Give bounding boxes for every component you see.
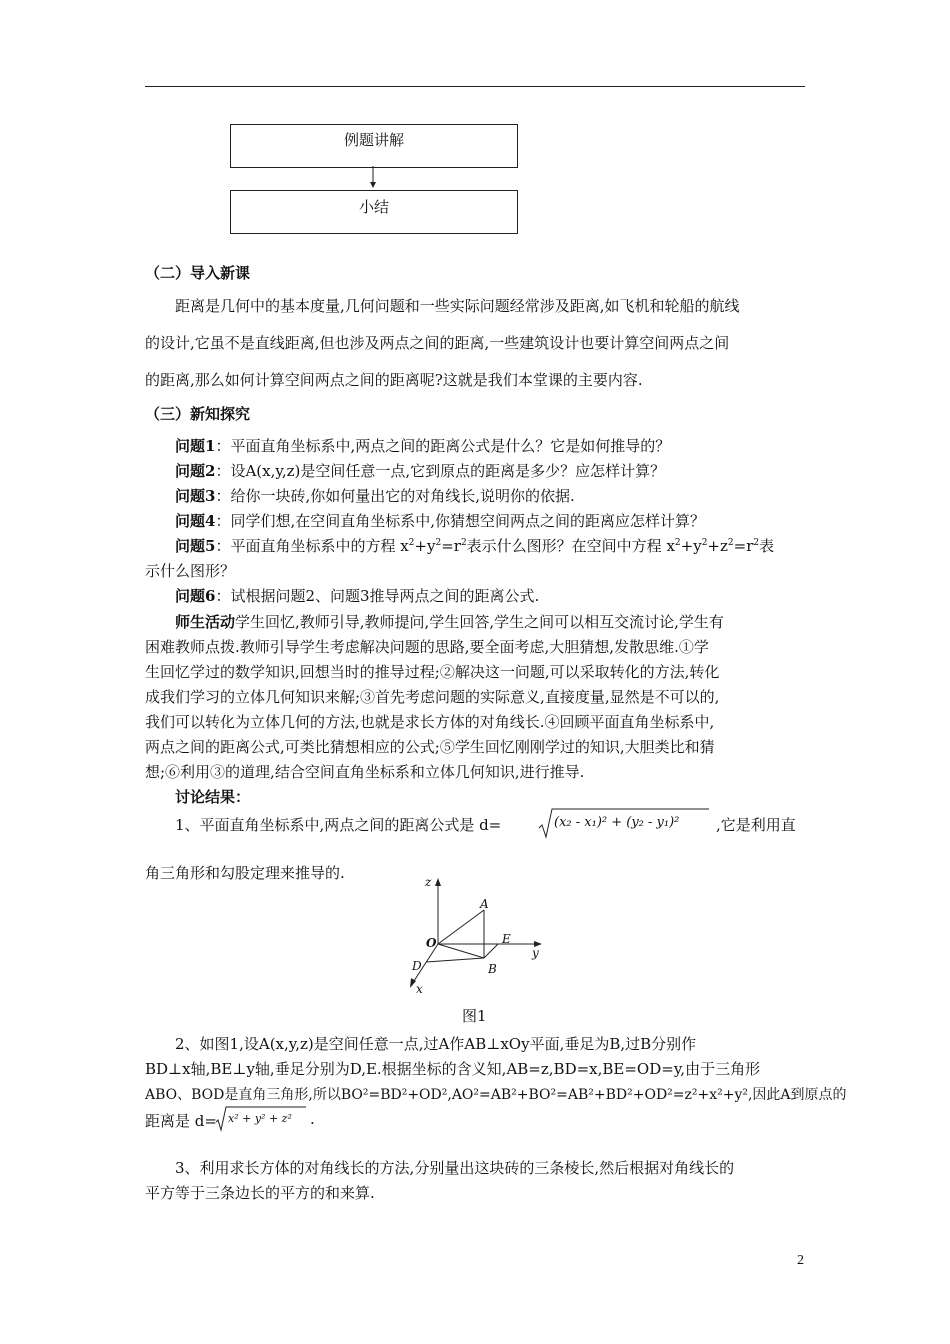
figure-1-caption: 图1 (462, 1007, 487, 1025)
distance-formula-2d (538, 806, 710, 840)
question-4-label: 问题4 (175, 512, 216, 530)
header-rule (145, 86, 805, 87)
activity-line-2: 困难教师点拨.教师引导学生考虑解决问题的思路,要全面考虑,大胆猜想,发散思维.①学 (145, 638, 709, 656)
distance-formula-2d-body: (x₂ - x₁)² + (y₂ - y₁)² (554, 815, 680, 830)
results-label: 讨论结果： (175, 788, 251, 806)
segment-eb (484, 944, 498, 958)
figure-label-y: y (532, 946, 539, 960)
flow-arrow (366, 166, 380, 190)
figure-label-a: A (480, 897, 489, 911)
figure-label-e: E (502, 932, 511, 946)
activity-line-5: 我们可以转化为立体几何的方法,也就是求长方体的对角线长.④回顾平面直角坐标系中, (145, 713, 715, 731)
question-2 (175, 460, 665, 481)
result-2-line-3: ABO、BOD是直角三角形,所以BO²=BD²+OD²,AO²=AB²+BO²=AB²+BD²+OD²=z²+x²+y²,因此A到原点的 (145, 1087, 847, 1103)
figure-label-o: O (426, 936, 437, 950)
segment-ob (438, 944, 484, 958)
figure-1-diagram (400, 872, 550, 998)
result-3-line-1: 3、利用求长方体的对角线长的方法,分别量出这块砖的三条棱长,然后根据对角线长的 (175, 1159, 735, 1177)
result-1-line-2: 角三角形和勾股定理来推导的. (145, 864, 345, 882)
activity-line-3: 生回忆学过的数学知识,回想当时的推导过程;②解决这一问题,可以采取转化的方法,转化 (145, 663, 720, 681)
question-1-text: ：平面直角坐标系中,两点之间的距离公式是什么？它是如何推导的？ (215, 437, 671, 455)
question-1-label: 问题1 (175, 437, 216, 455)
activity-line-7: 想;⑥利用③的道理,结合空间直角坐标系和立体几何知识,进行推导. (145, 763, 585, 781)
question-4 (175, 510, 705, 531)
intro-line-1: 距离是几何中的基本度量,几何问题和一些实际问题经常涉及距离,如飞机和轮船的航线 (175, 297, 740, 315)
figure-label-z: z (425, 875, 432, 889)
segment-oa (438, 910, 484, 944)
question-3-text: ：给你一块砖,你如何量出它的对角线长,说明你的依据. (215, 487, 575, 505)
question-5: 问题5：平面直角坐标系中的方程 $x^2+y^2=r^2$表示什么图形？在空间中方程 $x^2+y^2+z^2=r^2$表 (175, 537, 775, 555)
intro-line-2: 的设计,它虽不是直线距离,但也涉及两点之间的距离,一些建筑设计也要计算空间两点之间 (145, 334, 730, 352)
activity-label: 师生活动 (175, 613, 236, 631)
question-2-text: ：设A(x,y,z)是空间任意一点,它到原点的距离是多少？应怎样计算？ (215, 462, 666, 480)
intro-heading: （二）导入新课 (145, 264, 251, 282)
distance-formula-3d (215, 1104, 307, 1132)
flow-box-summary-label: 小结 (358, 198, 389, 216)
question-2-label: 问题2 (175, 462, 216, 480)
z-axis-arrow (435, 878, 441, 886)
question-5-label: 问题5 (175, 537, 216, 555)
intro-line-3: 的距离,那么如何计算空间两点之间的距离呢?这就是我们本堂课的主要内容. (145, 371, 643, 389)
distance-formula-3d-body: x² + y² + z² (228, 1112, 292, 1125)
page-number: 2 (797, 1253, 804, 1268)
result-2-line-4: 距离是 d= (145, 1112, 217, 1130)
activity-line-4: 成我们学习的立体几何知识来解;③首先考虑问题的实际意义,直接度量,显然是不可以的, (145, 688, 720, 706)
result-1-line-1-tail: ,它是利用直 (716, 816, 796, 834)
activity-line-6: 两点之间的距离公式,可类比猜想相应的公式;⑤学生回忆刚刚学过的知识,大胆类比和猜 (145, 738, 715, 756)
segment-db (426, 958, 484, 962)
explore-heading: （三）新知探究 (145, 405, 251, 423)
question-6-text: ：试根据问题2、问题3推导两点之间的距离公式. (215, 587, 540, 605)
question-4-text: ：同学们想,在空间直角坐标系中,你猜想空间两点之间的距离应怎样计算？ (215, 512, 705, 530)
figure-label-b: B (488, 962, 497, 976)
result-1-line-1: 1、平面直角坐标系中,两点之间的距离公式是 d= (175, 816, 502, 834)
figure-label-x: x (416, 982, 423, 996)
figure-label-d: D (412, 959, 422, 973)
result-2-line-1: 2、如图1,设A(x,y,z)是空间任意一点,过A作AB⊥xOy平面,垂足为B,过B分别作 (175, 1035, 697, 1053)
question-1 (175, 435, 670, 456)
question-5-line-2: 示什么图形？ (145, 562, 236, 580)
result-3-line-2: 平方等于三条边长的平方的和来算. (145, 1184, 375, 1202)
question-3 (175, 485, 575, 506)
result-2-line-4-tail: . (310, 1110, 315, 1128)
question-6 (175, 585, 539, 606)
question-3-label: 问题3 (175, 487, 216, 505)
result-2-line-2: BD⊥x轴,BE⊥y轴,垂足分别为D,E.根据坐标的含义知,AB=z,BD=x,BE=OD=y,由于三角形 (145, 1060, 761, 1078)
flow-box-examples (230, 124, 518, 168)
question-6-label: 问题6 (175, 587, 216, 605)
flow-box-examples-label: 例题讲解 (343, 131, 404, 149)
flow-box-summary (230, 190, 518, 234)
activity-line-1: 师生活动学生回忆,教师引导,教师提问,学生回答,学生之间可以相互交流讨论,学生有 (175, 613, 724, 631)
